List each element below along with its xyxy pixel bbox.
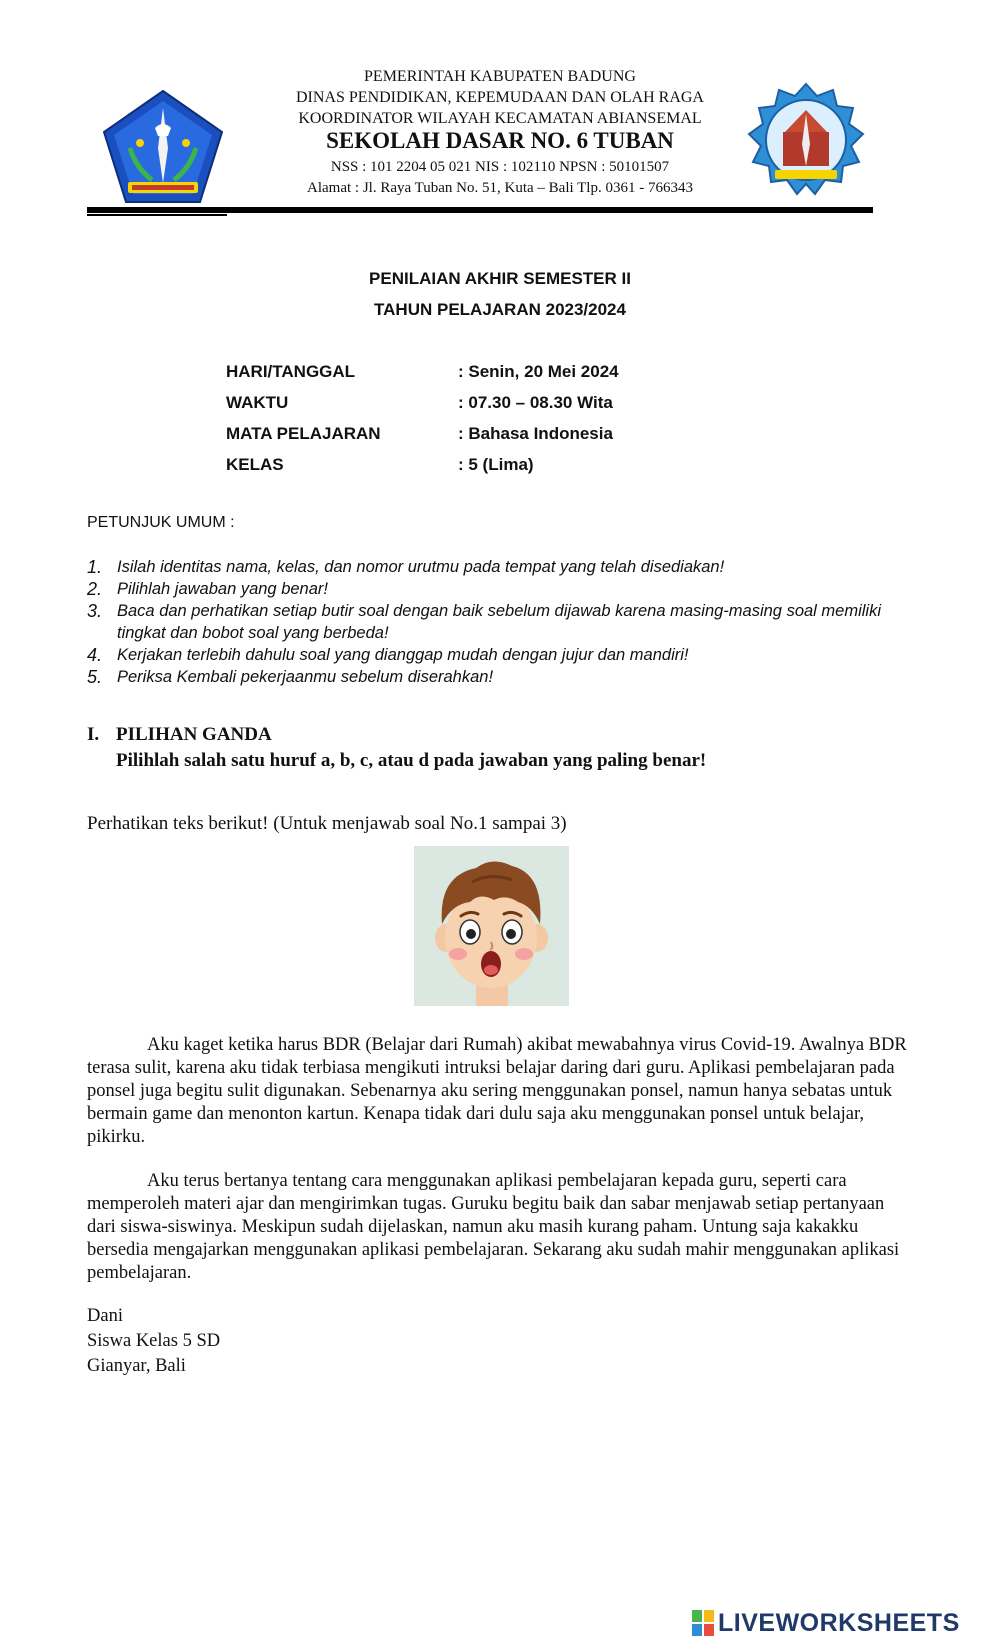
info-label-subject: MATA PELAJARAN [226,424,381,443]
instruction-number: 4. [87,645,103,665]
instruction-text: Baca dan perhatikan setiap butir soal dengan baik sebelum dijawab karena masing-masing soal memiliki tingkat dan bobot soal yang berbeda! [117,602,882,642]
instruction-number: 5. [87,667,103,687]
letterhead-divider [87,207,873,213]
instructions-heading: PETUNJUK UMUM : [87,514,235,531]
info-label-time: WAKTU [226,393,289,412]
liveworksheets-logo-icon [692,1610,714,1636]
letterhead-coordinator: KOORDINATOR WILAYAH KECAMATAN ABIANSEMAL [298,110,702,127]
instruction-text: Periksa Kembali pekerjaanmu sebelum diserahkan! [117,668,494,686]
liveworksheets-watermark [692,1606,960,1640]
section-instruction: Pilihlah salah satu huruf a, b, c, atau d pada jawaban yang paling benar! [116,750,707,771]
list-item [87,600,917,644]
signature-location: Gianyar, Bali [87,1356,186,1376]
info-value-subject: : Bahasa Indonesia [458,424,613,443]
story-paragraph-1: Aku kaget ketika harus BDR (Belajar dari Rumah) akibat mewabahnya virus Covid-19. Awalnya BDR terasa sulit, karena aku tidak terbiasa mengikuti intruksi belajar daring dari guru. Aplikasi pembelajaran pada ponsel juga begitu sulit digunakan. Sebenarnya aku sering menggunakan ponsel, namun hanya sebatas untuk bermain game dan menonton kartun. Kenapa tidak dari dulu saja aku menggunakan ponsel untuk belajar, pikirku. [87,1035,907,1147]
section-number: I. [87,724,100,745]
surprised-boy-face-icon [414,846,569,1006]
instructions-list [87,556,917,688]
signature-name: Dani [87,1306,123,1326]
signature-role: Siswa Kelas 5 SD [87,1331,221,1351]
instruction-number: 3. [87,601,103,621]
school-ids: NSS : 101 2204 05 021 NIS : 102110 NPSN : 50101507 [330,159,670,175]
list-item [87,556,917,578]
school-name: SEKOLAH DASAR NO. 6 TUBAN [326,128,674,153]
list-item [87,644,917,666]
instruction-text: Isilah identitas nama, kelas, dan nomor urutmu pada tempat yang telah disediakan! [117,558,725,576]
info-value-time: : 07.30 – 08.30 Wita [458,393,613,412]
letterhead-government: PEMERINTAH KABUPATEN BADUNG [364,68,636,85]
academic-year: TAHUN PELAJARAN 2023/2024 [374,300,626,319]
exam-title: PENILAIAN AKHIR SEMESTER II [369,269,631,288]
info-value-class: : 5 (Lima) [458,455,534,474]
list-item [87,578,917,600]
instruction-text: Pilihlah jawaban yang benar! [117,580,328,598]
school-address: Alamat : Jl. Raya Tuban No. 51, Kuta – Bali Tlp. 0361 - 766343 [307,180,693,196]
instruction-number: 1. [87,557,103,577]
list-item [87,666,917,688]
letterhead-department: DINAS PENDIDIKAN, KEPEMUDAAN DAN OLAH RAGA [296,89,704,106]
letterhead-divider-accent [87,214,227,216]
info-label-date: HARI/TANGGAL [226,362,356,381]
watermark-text: LIVEWORKSHEETS [718,1608,960,1637]
instruction-number: 2. [87,579,103,599]
story-paragraph-2: Aku terus bertanya tentang cara menggunakan aplikasi pembelajaran kepada guru, seperti cara memperoleh materi ajar dan mengirimkan tugas. Guruku begitu baik dan sabar menjawab setiap pertanyaan dari siswa-siswinya. Meskipun sudah dijelaskan, namun aku masih kurang paham. Untung saja kakakku bersedia mengajarkan menggunakan aplikasi pembelajaran. Sekarang aku sudah mahir menggunakan aplikasi pembelajaran. [87,1171,900,1283]
section-title: PILIHAN GANDA [116,724,272,745]
reading-lead: Perhatikan teks berikut! (Untuk menjawab soal No.1 sampai 3) [87,813,567,834]
info-label-class: KELAS [226,455,284,474]
instruction-text: Kerjakan terlebih dahulu soal yang dianggap mudah dengan jujur dan mandiri! [117,646,689,664]
info-value-date: : Senin, 20 Mei 2024 [458,362,619,381]
